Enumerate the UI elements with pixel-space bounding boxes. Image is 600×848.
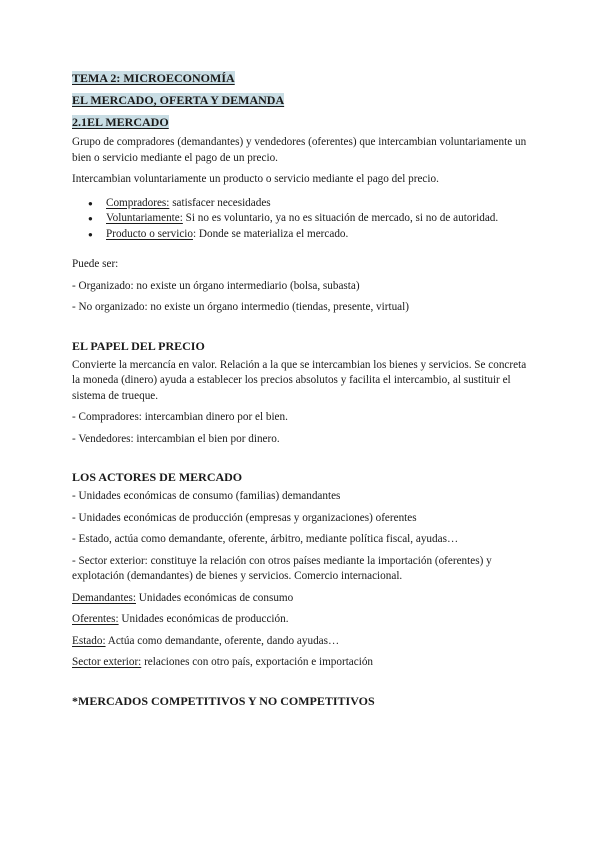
market-summary: Intercambian voluntariamente un producto o servicio mediante el pago del precio. [72,173,439,185]
market-bullet-list [72,196,532,243]
price-buyers: - Compradores: intercambian dinero por el bien. [72,411,288,423]
definition-text: Actúa como demandante, oferente, dando ayudas… [105,634,340,647]
definition-term: Oferentes: [72,613,119,625]
bullet-text: : Donde se materializa el mercado. [193,227,349,240]
definition-term: Sector exterior: [72,656,142,668]
market-definition: Grupo de compradores (demandantes) y vendedores (oferentes) que intercambian voluntariamente un bien o servicio mediante el pago de un precio. [72,136,527,164]
definition-text: relaciones con otro país, exportación e importación [141,656,374,668]
definition-term: Demandantes: [72,591,136,604]
document-page [72,70,532,709]
actors-heading: LOS ACTORES DE MERCADO [72,470,243,484]
section-title [72,92,532,108]
list-item [106,196,532,212]
market-types-intro: Puede ser: [72,258,119,270]
actor-definition [72,634,532,650]
actor-definition [72,655,532,671]
price-text: Convierte la mercancía en valor. Relación a la que se intercambian los bienes y servicios. Se concreta la moneda (dinero) ayuda a establecer los precios absolutos y facilita el intercambio, al sustituir el sistema de trueque. [72,358,527,402]
bullet-term: Compradores: [106,196,170,209]
bullet-text: Si no es voluntario, ya no es situación de mercado, si no de autoridad. [182,212,499,224]
subsection-title [72,114,532,130]
actor-item: - Estado, actúa como demandante, oferente, árbitro, mediante política fiscal, ayudas… [72,533,459,545]
section-title-text: EL MERCADO, OFERTA Y DEMANDA [72,93,285,107]
bullet-text: satisfacer necesidades [169,196,271,209]
bullet-term: Producto o servicio [106,227,193,240]
actor-definition [72,612,532,628]
subsection-title-text: 2.1EL MERCADO [72,115,169,129]
actor-item: - Unidades económicas de consumo (familias) demandantes [72,490,341,502]
definition-text: Unidades económicas de producción. [118,613,289,625]
price-heading: EL PAPEL DEL PRECIO [72,338,205,353]
list-item [106,227,532,243]
actor-item: - Unidades económicas de producción (empresas y organizaciones) oferentes [72,511,417,524]
unorganized-market: - No organizado: no existe un órgano intermedio (tiendas, presente, virtual) [72,301,409,313]
topic-title-text: TEMA 2: MICROECONOMÍA [72,71,235,85]
organized-market: - Organizado: no existe un órgano intermediario (bolsa, subasta) [72,279,360,292]
competitive-markets-heading: *MERCADOS COMPETITIVOS Y NO COMPETITIVOS [72,693,375,708]
actor-definition [72,591,532,607]
actor-item: - Sector exterior: constituye la relación con otros países mediante la importación (oferentes) y explotación (demandantes) de bienes y servicios. Comercio internacional. [72,554,492,582]
topic-title [72,70,532,86]
definition-term: Estado: [72,634,106,647]
price-sellers: - Vendedores: intercambian el bien por dinero. [72,432,280,445]
definition-text: Unidades económicas de consumo [136,591,294,604]
list-item [106,211,532,227]
bullet-term: Voluntariamente: [106,212,183,224]
